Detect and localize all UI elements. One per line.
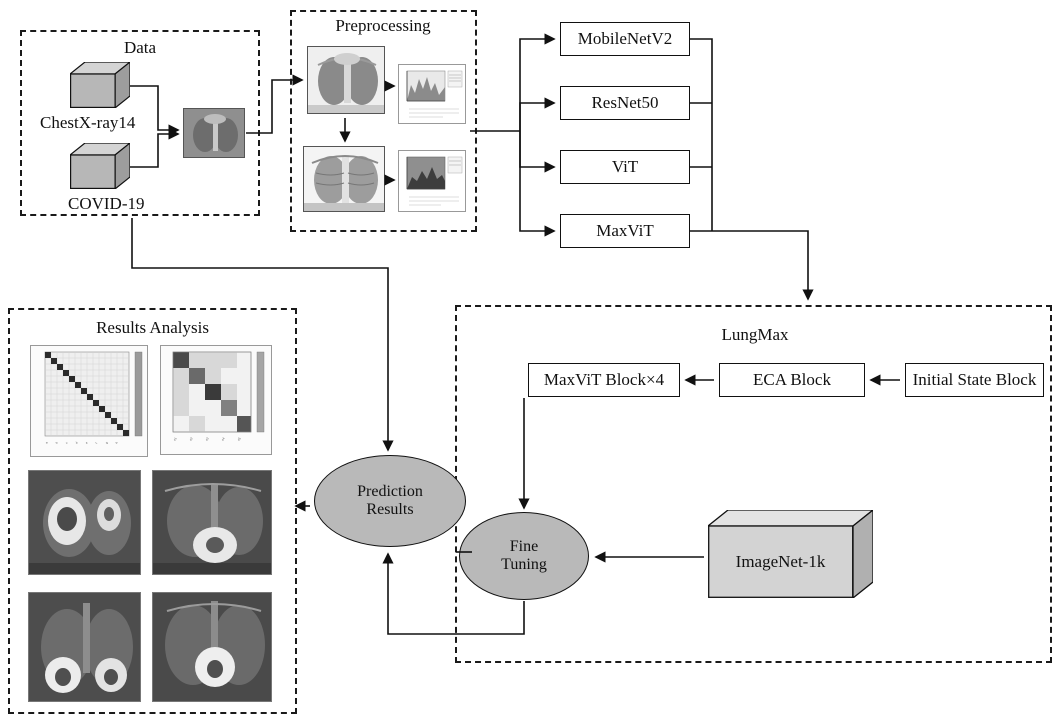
dataset-label-chestxray14: ChestX-ray14 [40,113,136,132]
svg-text:h: h [114,441,119,445]
model-box-maxvit[interactable]: MaxViT [560,214,690,248]
group-title-preprocessing: Preprocessing [335,16,431,35]
results-confusion-matrix-small [160,345,272,455]
svg-text:b: b [54,441,59,445]
fine-tuning-node[interactable] [459,512,589,600]
prediction-results-line1: Prediction [357,482,423,500]
svg-text:c1: c1 [172,436,178,442]
svg-text:c2: c2 [188,436,194,442]
fine-tuning-line2: Tuning [501,556,547,573]
model-box-mobilenetv2[interactable]: MobileNetV2 [560,22,690,56]
dataset-cube-covid19 [70,143,130,189]
svg-text:c: c [64,441,69,445]
group-title-data: Data [123,38,157,57]
data-merged-xray-image [183,108,245,158]
svg-text:e: e [84,441,89,445]
preprocessing-xray-top [307,46,385,114]
preprocessing-xray-bottom [303,146,385,212]
dataset-cube-chestxray14 [70,62,130,108]
results-heatmap-2 [152,470,272,575]
model-box-vit[interactable]: ViT [560,150,690,184]
svg-text:a: a [44,441,49,445]
preprocessing-histogram-top [398,64,466,124]
svg-text:c4: c4 [220,436,226,442]
lungmax-block-maxvit[interactable]: MaxViT Block×4 [528,363,680,397]
results-confusion-matrix-large [30,345,148,457]
model-box-resnet50[interactable]: ResNet50 [560,86,690,120]
dataset-label-covid19: COVID-19 [68,194,145,213]
svg-text:c5: c5 [236,436,242,442]
svg-text:d: d [74,441,79,445]
group-box-lungmax [455,305,1052,663]
results-heatmap-3 [28,592,141,702]
svg-text:f: f [94,441,99,445]
lungmax-block-eca[interactable]: ECA Block [719,363,865,397]
svg-text:c3: c3 [204,436,210,442]
preprocessing-histogram-bottom [398,150,466,212]
imagenet-label: ImageNet-1k [735,552,826,571]
results-heatmap-1 [28,470,141,575]
svg-text:g: g [104,441,109,445]
lungmax-block-initial-state[interactable]: Initial State Block [905,363,1044,397]
group-title-lungmax: LungMax [721,325,789,344]
prediction-results-node[interactable] [314,455,466,547]
group-title-results-analysis: Results Analysis [96,318,209,337]
imagenet-cube [708,510,873,598]
fine-tuning-line1: Fine [509,537,539,555]
prediction-results-line2: Results [366,501,414,518]
results-heatmap-4 [152,592,272,702]
